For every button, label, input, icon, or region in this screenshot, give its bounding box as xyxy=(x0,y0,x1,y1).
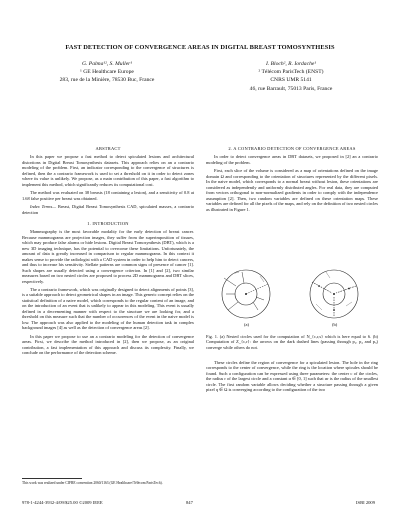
footnote-rule xyxy=(22,478,82,479)
figure-panel-a xyxy=(222,270,270,318)
figure-panel-b xyxy=(310,270,358,318)
section2-paragraph-2: First, each slice of the volume is considered as a map of orientations defined on the image domain Ω and corresponding to the orientation of structures represented by the different pixels. In the naive model, which corresponds to a normal breast without lesion, these orientations are considered as independently and uniformly distributed angles. For real data, they are computed from vectors orthogonal to non-normalized gradients in order to comply with the independence assumption [2]. Then, two random variables are defined on these orientation maps. These variables are defined for all the pixels of the maps, and rely on the definition of two nested circles as illustrated in Figure 1. xyxy=(206,168,378,212)
index-terms-text: Breast, Digital Breast Tomosynthesis CAD, spiculated masses, a contrario detection xyxy=(22,204,195,215)
author-block-right xyxy=(206,60,376,93)
footnote xyxy=(22,478,194,485)
intro-paragraph-2: The a contrario framework, which was originally designed to detect alignments of points [3], is a suitable approach to detect geometrical shapes in an image. This generic concept relies on the statistical definition of a naive model, which corresponds to the regular content of an image, and on the introduction of an event that is unlikely to appear in this modeling. This event is usually defined in a decrementing manner with respect to the structure we are looking for, and a threshold on this measure such that the number of occurrences of the event in the naive model is low. The approach was also applied to the modeling of the human detection task in complex background images [4] as well as the detection of convergence areas [2]. xyxy=(22,286,194,331)
section2-paragraph-1: In order to detect convergence areas in DBT datasets, we proposed in [2] an a contrario modeling of the problem. xyxy=(206,154,378,165)
author-affiliation-left-2: 283, rue de la Minière, 78530 Buc, France xyxy=(59,77,155,84)
figure-1-drawing xyxy=(206,266,378,328)
section2-heading: 2. A CONTRARIO DETECTION OF CONVERGENCE AREAS xyxy=(228,146,356,151)
figure-label-b: (b) xyxy=(332,322,338,327)
figure-label-a: (a) xyxy=(244,322,249,327)
figure-1 xyxy=(206,266,378,328)
section2-paragraph-3: These circles define the region of convergence for a spiculated lesion. The hole in the ring corresponds to the center of convergence, while the ring is the location where spicules should be found. Such a configuration can be expressed using three parameters: the center c of the circles, the radius r of the largest circle and a constant α ∈ [0, 1] such that αr is the radius of the smallest circle. The first random variable allows deciding whether a structure passing through a given pixel q ∈ Ω is converging according to the configuration of the two xyxy=(206,360,378,393)
author-block-left xyxy=(22,60,192,85)
right-column-continued xyxy=(206,360,378,396)
footer-copyright: 978-1-4244-3932-4/09/$25.00 ©2009 IEEE xyxy=(22,500,103,505)
footnote-text: This work was realized under CIFRE convention 2060/1163 (GE Healthcare/Télécom ParisTech). xyxy=(22,480,163,485)
figure-1-caption: Fig. 1. (a) Nested circles used for the computation of N_{c,r,s} which is here equal to 6. (b) Computation of Z_{c,r}: the arrows on the dark dashed lines (passing through p₁, p₂ and p₃) converge while others do not. xyxy=(206,334,378,350)
index-terms-label: Index Terms— xyxy=(30,204,57,210)
right-column xyxy=(206,146,378,215)
paper-title: FAST DETECTION OF CONVERGENCE AREAS IN DIGITAL BREAST TOMOSYNTHESIS xyxy=(65,44,335,51)
abstract-paragraph-2: The method was evaluated on 38 breasts (18 containing a lesion), and a sensitivity of 0.8 at 1.68 false positive per breast was obtained. xyxy=(22,190,194,201)
introduction-heading: 1. INTRODUCTION xyxy=(87,220,129,226)
author-affiliation-right-1: ² Télécom ParisTech (ENST) xyxy=(258,69,324,76)
footer-page-number: 847 xyxy=(186,500,193,505)
footer-venue: ISBI 2009 xyxy=(356,500,376,505)
author-names-right: I. Bloch², R. Iordache¹ xyxy=(265,61,317,67)
index-terms xyxy=(22,204,194,215)
author-affiliation-left-1: ¹ GE Healthcare Europe xyxy=(80,69,134,76)
abstract-paragraph-1: In this paper we propose a fast method to detect spiculated lesions and architectural distortions in Digital Breast Tomosynthesis datasets. This approach relies on an a contrario modeling of the problem. First, an indicator corresponding to the convergence of structures is defined, then the a contrario framework is used to set a threshold on it in order to detect zones where its value is unlikely. We propose, as a main contribution of this paper, a fast algorithm to implement this method, which significantly reduces its computational cost. xyxy=(22,154,194,187)
intro-paragraph-1: Mammography is the most favorable modality for the early detection of breast cancer. Because mammograms are projection images, they suffer from the superimposition of tissues, which may produce false alarms or hide lesions. Digital Breast Tomosynthesis (DBT), which is a new 3D imaging technique, has the potential to overcome these limitations. Unfortunately, the amount of data is greatly increased in comparison to regular mammograms. In this context it makes sense to provide the radiologist with a CAD system in order to help him to detect cancers, and thus to increase his sensitivity. Stellate patterns are common signs of presence of cancer [1]. Such shapes are usually detected using a convergence criterion. In [1] and [2], two similar measures based on two nested circles are proposed to process 2D mammograms and DBT slices, respectively. xyxy=(22,229,194,284)
author-affiliation-right-3: 46, rue Barrault, 75013 Paris, France xyxy=(249,85,333,92)
abstract-heading: ABSTRACT xyxy=(95,146,121,151)
author-names-left: G. Palma¹², S. Muller¹ xyxy=(81,61,133,67)
author-affiliation-right-2: CNRS UMR 5141 xyxy=(270,77,312,84)
left-column xyxy=(22,146,194,358)
intro-paragraph-3: In this paper we propose to use an a contrario modeling for the detection of convergence areas. First, we describe the method introduced in [2], then we propose, as an original contribution, a fast implementation of this approach and discuss its complexity. Finally, we conclude on the performance of the detection scheme. xyxy=(22,333,194,355)
